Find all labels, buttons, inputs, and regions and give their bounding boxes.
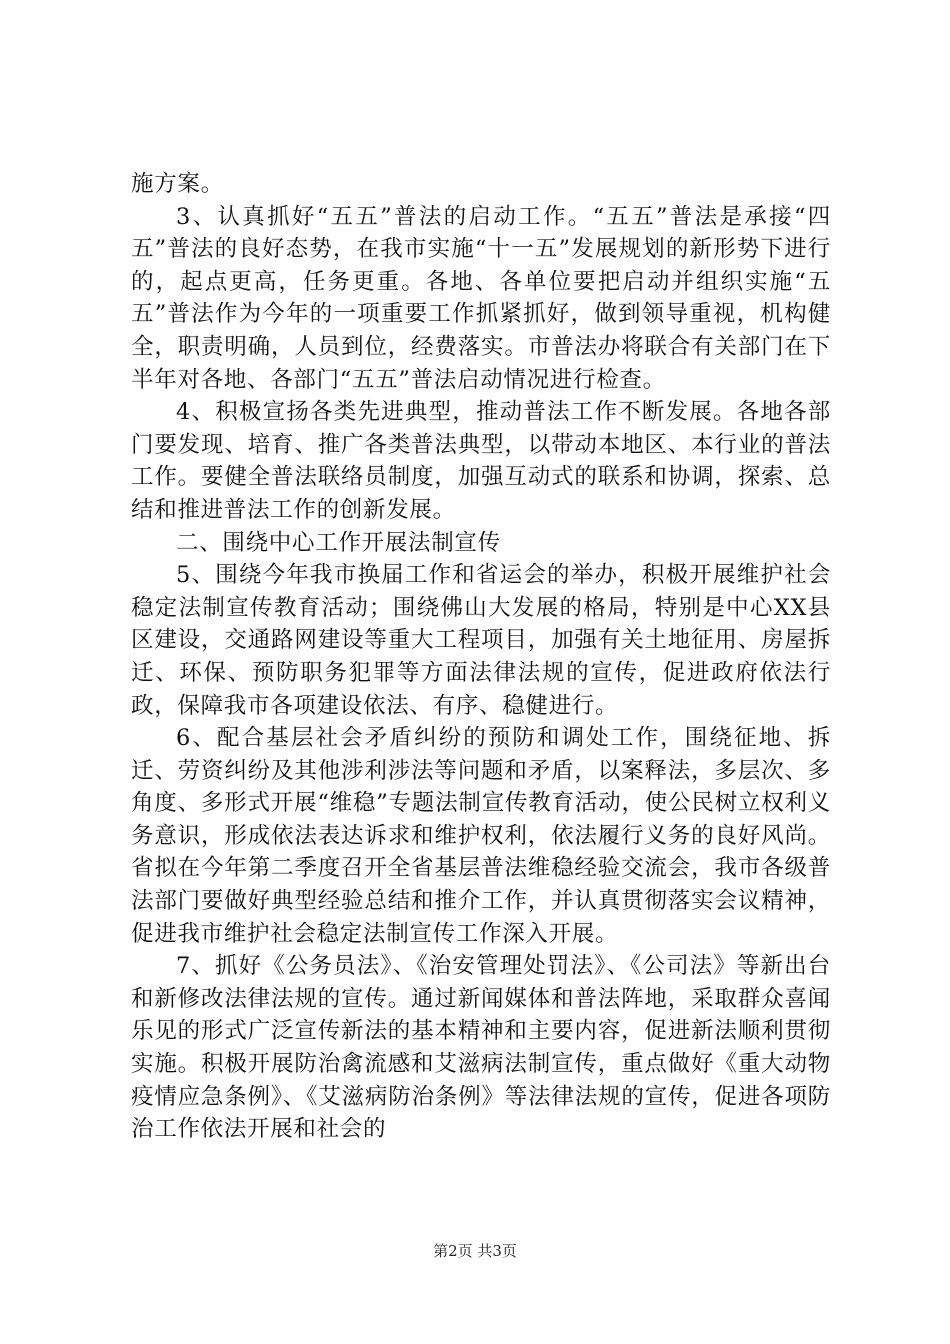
document-body [131,168,831,1146]
paragraph-2: 4、积极宣扬各类先进典型，推动普法工作不断发展。各地各部门要发现、培育、推广各类普法典型，以带动本地区、本行业的普法工作。要健全普法联络员制度，加强互动式的联系和协调，探索、总结和推进普法工作的创新发展。 [131,399,831,523]
page-footer: 第2页 共3页 [433,1242,517,1260]
section-heading: 二、围绕中心工作开展法制宣传 [176,529,501,556]
paragraph-6: 7、抓好《公务员法》、《治安管理处罚法》、《公司法》等新出台和新修改法律法规的宣传。通过新闻媒体和普法阵地，采取群众喜闻乐见的形式广泛宣传新法的基本精神和主要内容，促进新法顺利贯彻实施。积极开展防治禽流感和艾滋病法制宣传，重点做好《重大动物疫情应急条例》、《艾滋病防治条例》等法律法规的宣传，促进各项防治工作依法开展和社会的 [131,953,831,1143]
paragraph-5: 6、配合基层社会矛盾纠纷的预防和调处工作，围绕征地、拆迁、劳资纠纷及其他涉利涉法等问题和矛盾，以案释法，多层次、多角度、多形式开展“维稳”专题法制宣传教育活动，使公民树立权利义务意识，形成依法表达诉求和维护权利，依法履行义务的良好风尚。省拟在今年第二季度召开全省基层普法维稳经验交流会，我市各级普法部门要做好典型经验总结和推介工作，并认真贯彻落实会议精神，促进我市维护社会稳定法制宣传工作深入开展。 [131,725,831,947]
paragraph-0: 施方案。 [131,171,224,197]
paragraph-1: 3、认真抓好“五五”普法的启动工作。“五五”普法是承接“四五”普法的良好态势，在我市实施“十一五”发展规划的新形势下进行的，起点更高，任务更重。各地、各单位要把启动并组织实施“五五”普法作为今年的一项重要工作抓紧抓好，做到领导重视，机构健全，职责明确，人员到位，经费落实。市普法办将联合有关部门在下半年对各地、各部门“五五”普法启动情况进行检查。 [131,203,831,393]
paragraph-4: 5、围绕今年我市换届工作和省运会的举办，积极开展维护社会稳定法制宣传教育活动；围绕佛山大发展的格局，特别是中心XX县区建设，交通路网建设等重大工程项目，加强有关土地征用、房屋拆迁、环保、预防职务犯罪等方面法律法规的宣传，促进政府依法行政，保障我市各项建设依法、有序、稳健进行。 [131,562,831,719]
